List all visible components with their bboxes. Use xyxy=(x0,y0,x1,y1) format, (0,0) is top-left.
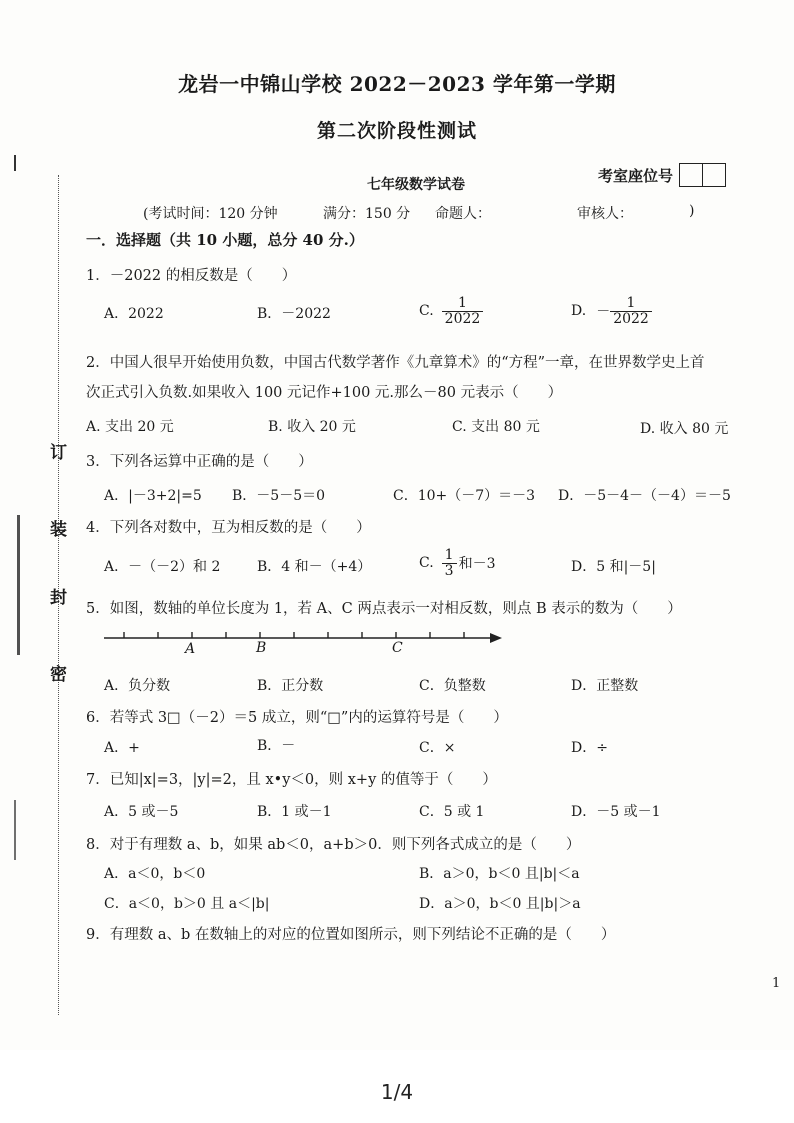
section-heading: 一．选择题（共 10 小题，总分 40 分.） xyxy=(86,231,364,249)
question-stem: 4．下列各对数中，互为相反数的是（ ） xyxy=(86,520,371,536)
scan-mark xyxy=(14,155,16,171)
fraction-numerator: 1 xyxy=(444,547,454,563)
binding-char: 密 xyxy=(50,665,67,685)
exam-time: (考试时间：120 分钟 xyxy=(143,206,278,222)
fraction-denominator: 2022 xyxy=(442,311,484,327)
axis-ticks xyxy=(124,632,464,638)
fraction xyxy=(610,296,652,326)
reviewer-label: 审核人： xyxy=(577,206,633,222)
option-b: B．－5－5＝0 xyxy=(232,488,326,504)
option-b: B．正分数 xyxy=(257,678,324,694)
question-stem: 2．中国人很早开始使用负数，中国古代数学著作《九章算术》的“方程”一章，在世界数学史上首 xyxy=(86,355,705,371)
paper-name: 七年级数学试卷 xyxy=(367,177,465,193)
fraction-numerator: 1 xyxy=(626,295,636,311)
option-c xyxy=(419,548,496,578)
test-subtitle: 第二次阶段性测试 xyxy=(316,120,477,142)
option-d: D．－5－4－（－4）＝－5 xyxy=(558,488,731,504)
question-stem: 9．有理数 a、b 在数轴上的对应的位置如图所示，则下列结论不正确的是（ ） xyxy=(86,927,616,943)
option-b: B．1 或－1 xyxy=(257,804,332,820)
option-c: C．负整数 xyxy=(419,678,486,694)
margin-page-number: 1 xyxy=(772,976,781,991)
scan-mark xyxy=(14,800,16,860)
fraction-numerator: 1 xyxy=(458,295,467,311)
point-label-b: B xyxy=(256,640,267,656)
question-stem: 8．对于有理数 a、b，如果 ab＜0，a+b＞0．则下列各式成立的是（ ） xyxy=(86,837,581,853)
question-stem-cont: 次正式引入负数.如果收入 100 元记作+100 元.那么－80 元表示（ ） xyxy=(86,385,563,401)
question-stem: 1．－2022 的相反数是（ ） xyxy=(86,268,297,284)
fraction xyxy=(442,296,484,326)
number-line xyxy=(104,626,504,658)
seat-label: 考室座位号 xyxy=(598,166,674,185)
option-b: B．4 和－（+4） xyxy=(257,559,372,575)
option-b: B．－2022 xyxy=(257,306,331,322)
question-stem: 5．如图，数轴的单位长度为 1，若 A、C 两点表示一对相反数，则点 B 表示的数为（ ） xyxy=(86,601,682,617)
option-b: B. 收入 20 元 xyxy=(268,419,356,435)
seat-number xyxy=(598,163,726,187)
option-suffix: 和－3 xyxy=(458,556,496,573)
option-c: C．10+（－7）＝－3 xyxy=(393,488,536,504)
seat-box[interactable] xyxy=(679,163,703,187)
option-a: A. 支出 20 元 xyxy=(86,419,174,435)
option-prefix: D. xyxy=(571,303,587,320)
option-d xyxy=(571,296,652,326)
binding-char: 装 xyxy=(50,520,67,540)
minus-sign: － xyxy=(596,304,611,321)
seat-boxes[interactable] xyxy=(679,163,726,187)
option-a: A．负分数 xyxy=(104,678,171,694)
option-a: A．2022 xyxy=(104,306,164,322)
seat-box[interactable] xyxy=(703,163,726,187)
option-c xyxy=(419,296,483,326)
arrow-icon xyxy=(490,633,502,643)
option-a: A．|－3+2|=5 xyxy=(104,488,202,504)
option-a: A．+ xyxy=(104,740,140,756)
option-b: B．－ xyxy=(257,738,296,754)
option-c: C．5 或 1 xyxy=(419,804,485,820)
fraction-denominator: 2022 xyxy=(610,311,652,327)
option-prefix: C. xyxy=(419,555,434,572)
option-d: D．正整数 xyxy=(571,678,639,694)
setter-label: 命题人： xyxy=(435,206,491,222)
option-c: C. 支出 80 元 xyxy=(452,419,540,435)
full-score: 满分：150 分 xyxy=(323,206,411,222)
binding-char: 订 xyxy=(50,443,67,463)
option-a: A．a＜0，b＜0 xyxy=(104,866,206,882)
question-stem: 3．下列各运算中正确的是（ ） xyxy=(86,454,313,470)
option-c: C．a＜0，b＞0 且 a＜|b| xyxy=(104,896,270,912)
point-label-a: A xyxy=(185,641,196,657)
question-stem: 7．已知|x|=3，|y|=2，且 x•y＜0，则 x+y 的值等于（ ） xyxy=(86,772,497,788)
option-b: B．a＞0，b＜0 且|b|＜a xyxy=(419,866,580,882)
fraction-denominator: 3 xyxy=(442,563,457,579)
scan-mark xyxy=(17,515,20,655)
point-label-c: C xyxy=(392,640,403,656)
binding-char: 封 xyxy=(50,588,67,608)
option-c: C．× xyxy=(419,740,456,756)
info-close-paren: ) xyxy=(689,203,695,219)
option-d: D．÷ xyxy=(571,740,608,756)
fraction xyxy=(442,548,457,578)
question-stem: 6．若等式 3□（－2）＝5 成立，则“□”内的运算符号是（ ） xyxy=(86,710,508,726)
option-d: D．5 和|－5| xyxy=(571,559,656,575)
option-d: D. 收入 80 元 xyxy=(640,421,729,437)
option-a: A．－（－2）和 2 xyxy=(104,559,221,575)
page-indicator: 1/4 xyxy=(380,1080,414,1104)
page-title: 龙岩一中锦山学校 2022－2023 学年第一学期 xyxy=(178,72,616,96)
option-d: D．a＞0，b＜0 且|b|＞a xyxy=(419,896,581,912)
option-prefix: C. xyxy=(419,303,434,320)
option-a: A．5 或－5 xyxy=(104,804,179,820)
option-d: D．－5 或－1 xyxy=(571,804,661,820)
